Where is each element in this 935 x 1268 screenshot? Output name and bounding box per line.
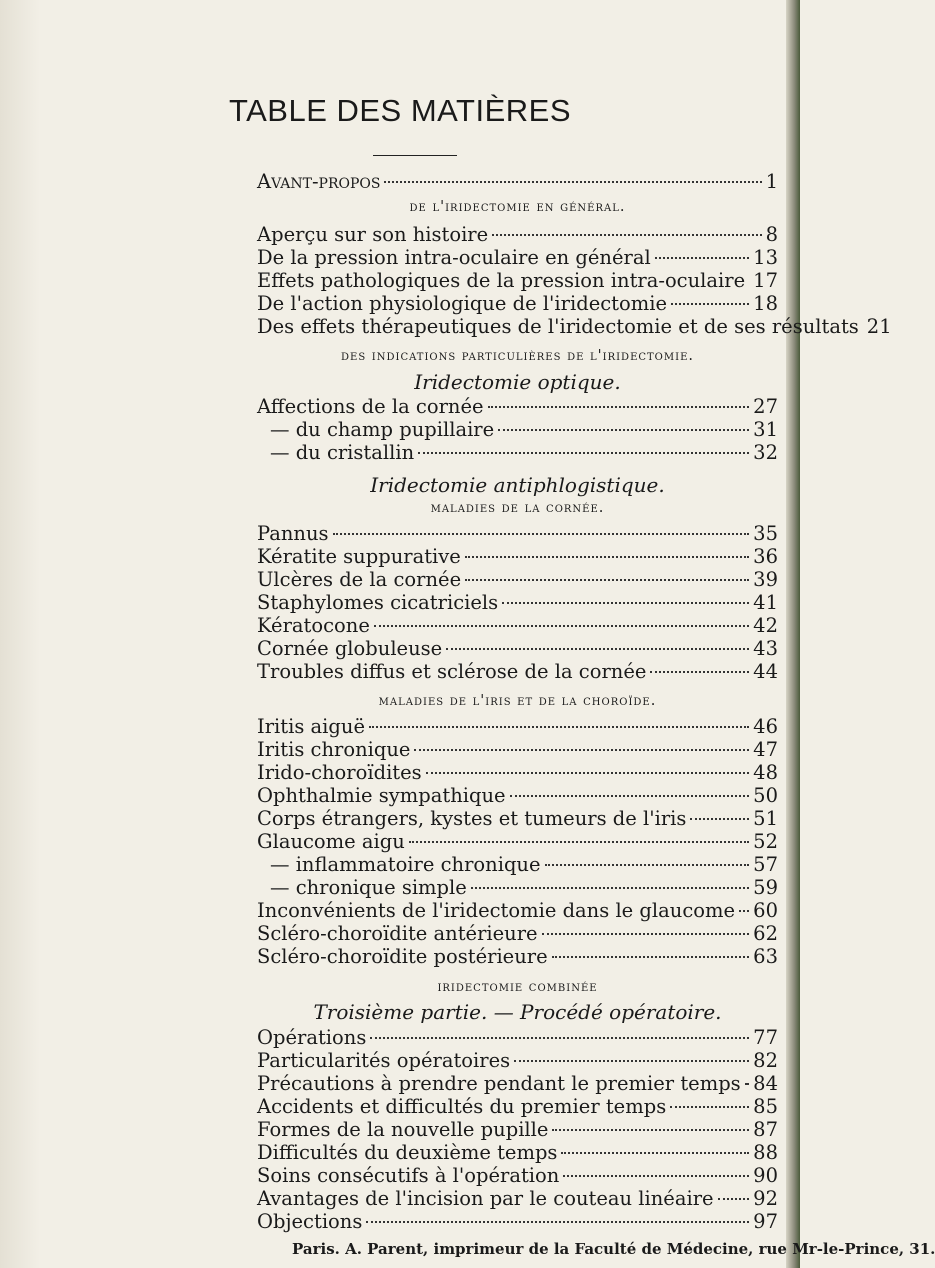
toc-entry-label: Ophthalmie sympathique	[257, 784, 506, 807]
toc-entry-label: Pannus	[257, 522, 329, 545]
toc-entry-label: Particularités opératoires	[257, 1049, 511, 1072]
toc-entry-label: Inconvénients de l'iridectomie dans le glaucome	[257, 899, 736, 922]
leader-dots	[471, 887, 749, 889]
leader-dots	[671, 303, 749, 305]
section-subheading: Iridectomie optique.	[414, 370, 621, 394]
toc-entry-page: 1	[765, 170, 778, 193]
page-gutter-shadow	[0, 0, 40, 1268]
title-rule	[373, 155, 457, 156]
toc-entry[interactable]	[270, 441, 778, 465]
toc-entry-label: Iritis chronique	[257, 738, 411, 761]
section-subheading: Iridectomie antiphlogistique.	[370, 473, 665, 497]
toc-entry-page: 13	[753, 246, 778, 269]
leader-dots	[414, 749, 749, 751]
toc-entry-page: 60	[753, 899, 778, 922]
toc-entry[interactable]	[270, 853, 778, 877]
leader-dots	[718, 1198, 750, 1200]
toc-entry-label: Ulcères de la cornée	[257, 568, 462, 591]
toc-entry-page: 31	[753, 418, 778, 441]
leader-dots	[514, 1060, 749, 1062]
toc-entry-page: 27	[753, 395, 778, 418]
toc-entry-page: 87	[753, 1118, 778, 1141]
leader-dots	[502, 602, 749, 604]
leader-dots	[418, 452, 749, 454]
leader-dots	[488, 406, 750, 408]
leader-dots	[492, 234, 761, 236]
toc-entry-label: — du champ pupillaire	[270, 418, 495, 441]
toc-entry[interactable]	[257, 761, 778, 785]
toc-entry[interactable]	[270, 418, 778, 442]
toc-entry[interactable]	[257, 830, 778, 854]
toc-entry-label: Corps étrangers, kystes et tumeurs de l'iris	[257, 807, 687, 830]
toc-entry-label: Difficultés du deuxième temps	[257, 1141, 558, 1164]
toc-entry-label: Formes de la nouvelle pupille	[257, 1118, 549, 1141]
toc-entry-avant-propos[interactable]	[257, 170, 778, 194]
toc-entry[interactable]	[257, 568, 778, 592]
leader-dots	[655, 257, 749, 259]
toc-entry-label: De l'action physiologique de l'iridectomie	[257, 292, 668, 315]
toc-entry-label: Objections	[257, 1210, 363, 1233]
leader-dots	[426, 772, 749, 774]
toc-entry-label: Des effets thérapeutiques de l'iridectomie et de ses résultats	[257, 315, 859, 338]
toc-entry-page: 57	[753, 853, 778, 876]
toc-entry-label: Effets pathologiques de la pression intra-oculaire	[257, 269, 746, 292]
toc-entry[interactable]	[257, 292, 778, 316]
toc-entry[interactable]	[257, 660, 778, 684]
toc-entry[interactable]	[257, 1118, 778, 1142]
toc-entry[interactable]	[257, 522, 778, 546]
leader-dots	[384, 181, 761, 183]
toc-entry-page: 85	[753, 1095, 778, 1118]
leader-dots	[650, 671, 749, 673]
toc-entry-label: — chronique simple	[270, 876, 467, 899]
toc-entry[interactable]	[270, 876, 778, 900]
toc-entry-page: 35	[753, 522, 778, 545]
leader-dots	[374, 625, 749, 627]
leader-dots	[409, 841, 749, 843]
toc-entry-page: 36	[753, 545, 778, 568]
toc-entry-page: 62	[753, 922, 778, 945]
leader-dots	[366, 1221, 749, 1223]
toc-entry[interactable]	[257, 637, 778, 661]
leader-dots	[465, 556, 749, 558]
toc-entry-label: De la pression intra-oculaire en général	[257, 246, 651, 269]
toc-entry-page: 90	[753, 1164, 778, 1187]
page-title: TABLE DES MATIÈRES	[228, 93, 572, 128]
leader-dots	[465, 579, 749, 581]
toc-entry-page: 43	[753, 637, 778, 660]
toc-entry-label: Kératite suppurative	[257, 545, 461, 568]
leader-dots	[333, 533, 750, 535]
toc-entry-page: 42	[753, 614, 778, 637]
toc-entry[interactable]	[257, 614, 778, 638]
toc-entry-label: Précautions à prendre pendant le premier temps	[257, 1072, 741, 1095]
printer-imprint: Paris. A. Parent, imprimeur de la Faculté de Médecine, rue Mr-le-Prince, 31.	[292, 1240, 935, 1258]
toc-entry-label: — inflammatoire chronique	[270, 853, 541, 876]
toc-entry[interactable]	[257, 1164, 778, 1188]
toc-entry-label: Accidents et difficultés du premier temps	[257, 1095, 667, 1118]
leader-dots	[545, 864, 750, 866]
toc-entry-label: Scléro-choroïdite antérieure	[257, 922, 538, 945]
toc-entry[interactable]	[257, 1026, 778, 1050]
leader-dots	[561, 1152, 749, 1154]
toc-entry-label: Scléro-choroïdite postérieure	[257, 945, 548, 968]
page-edge	[786, 0, 800, 1268]
toc-entry-page: 59	[753, 876, 778, 899]
toc-entry[interactable]	[257, 1095, 778, 1119]
toc-entry-label: Avantages de l'incision par le couteau linéaire	[257, 1187, 714, 1210]
toc-entry-page: 52	[753, 830, 778, 853]
section-heading: iridectomie combinée	[437, 979, 598, 995]
leader-dots	[563, 1175, 749, 1177]
toc-entry-page: 46	[753, 715, 778, 738]
toc-entry-page: 17	[753, 269, 778, 292]
toc-entry-label: Affections de la cornée	[257, 395, 484, 418]
toc-entry-page: 92	[753, 1187, 778, 1210]
toc-entry-page: 39	[753, 568, 778, 591]
toc-entry-page: 51	[753, 807, 778, 830]
toc-entry[interactable]	[257, 784, 778, 808]
section-heading: maladies de la cornée.	[430, 500, 605, 516]
toc-entry[interactable]	[257, 715, 778, 739]
toc-entry-page: 82	[753, 1049, 778, 1072]
toc-entry-page: 47	[753, 738, 778, 761]
toc-entry-page: 32	[753, 441, 778, 464]
toc-entry-page: 50	[753, 784, 778, 807]
leader-dots	[670, 1106, 749, 1108]
toc-entry-label: Irido-choroïdites	[257, 761, 422, 784]
toc-entry-label: Soins consécutifs à l'opération	[257, 1164, 560, 1187]
toc-entry[interactable]	[257, 899, 778, 923]
toc-entry-page: 97	[753, 1210, 778, 1233]
leader-dots	[690, 818, 749, 820]
toc-entry[interactable]	[257, 807, 778, 831]
leader-dots	[370, 1037, 749, 1039]
toc-entry-label: Iritis aiguë	[257, 715, 365, 738]
toc-entry-label: Staphylomes cicatriciels	[257, 591, 499, 614]
section-heading: maladies de l'iris et de la choroïde.	[378, 693, 657, 709]
toc-entry-page: 48	[753, 761, 778, 784]
toc-entry-page: 77	[753, 1026, 778, 1049]
toc-entry[interactable]	[257, 545, 778, 569]
toc-entry-label: Glaucome aigu	[257, 830, 405, 853]
toc-entry-page: 41	[753, 591, 778, 614]
section-subheading: Troisième partie. — Procédé opératoire.	[313, 1000, 722, 1024]
section-heading: de l'iridectomie en général.	[409, 199, 626, 215]
toc-entry[interactable]	[257, 922, 778, 946]
toc-entry-label: Avant-propos	[257, 170, 381, 193]
toc-entry-label: Aperçu sur son histoire	[257, 223, 489, 246]
toc-entry[interactable]	[257, 591, 778, 615]
toc-entry[interactable]	[257, 1049, 778, 1073]
toc-entry-label: Kératocone	[257, 614, 370, 637]
toc-entry[interactable]	[257, 1210, 778, 1234]
toc-entry[interactable]	[257, 738, 778, 762]
leader-dots	[552, 956, 750, 958]
toc-entry-page: 88	[753, 1141, 778, 1164]
toc-entry[interactable]	[257, 315, 892, 339]
toc-entry-label: Opérations	[257, 1026, 367, 1049]
leader-dots	[745, 1083, 749, 1085]
toc-entry[interactable]	[257, 269, 778, 293]
toc-entry-label: Cornée globuleuse	[257, 637, 443, 660]
toc-entry[interactable]	[257, 1187, 778, 1211]
leader-dots	[369, 726, 749, 728]
toc-entry[interactable]	[257, 246, 778, 270]
toc-entry-label: Troubles diffus et sclérose de la cornée	[257, 660, 647, 683]
toc-entry[interactable]	[257, 395, 778, 419]
toc-entry-label: — du cristallin	[270, 441, 415, 464]
toc-entry-page: 21	[866, 315, 892, 338]
toc-entry-page: 84	[753, 1072, 778, 1095]
section-heading: des indications particulières de l'iridectomie.	[341, 348, 694, 364]
leader-dots	[739, 910, 749, 912]
toc-entry[interactable]	[257, 945, 778, 969]
toc-entry-page: 8	[765, 223, 778, 246]
toc-entry-page: 44	[753, 660, 778, 683]
leader-dots	[552, 1129, 749, 1131]
toc-entry-page: 18	[753, 292, 778, 315]
leader-dots	[446, 648, 749, 650]
leader-dots	[498, 429, 749, 431]
toc-entry[interactable]	[257, 223, 778, 247]
toc-entry-page: 63	[753, 945, 778, 968]
leader-dots	[542, 933, 750, 935]
toc-entry[interactable]	[257, 1141, 778, 1165]
toc-entry[interactable]	[257, 1072, 778, 1096]
leader-dots	[510, 795, 750, 797]
